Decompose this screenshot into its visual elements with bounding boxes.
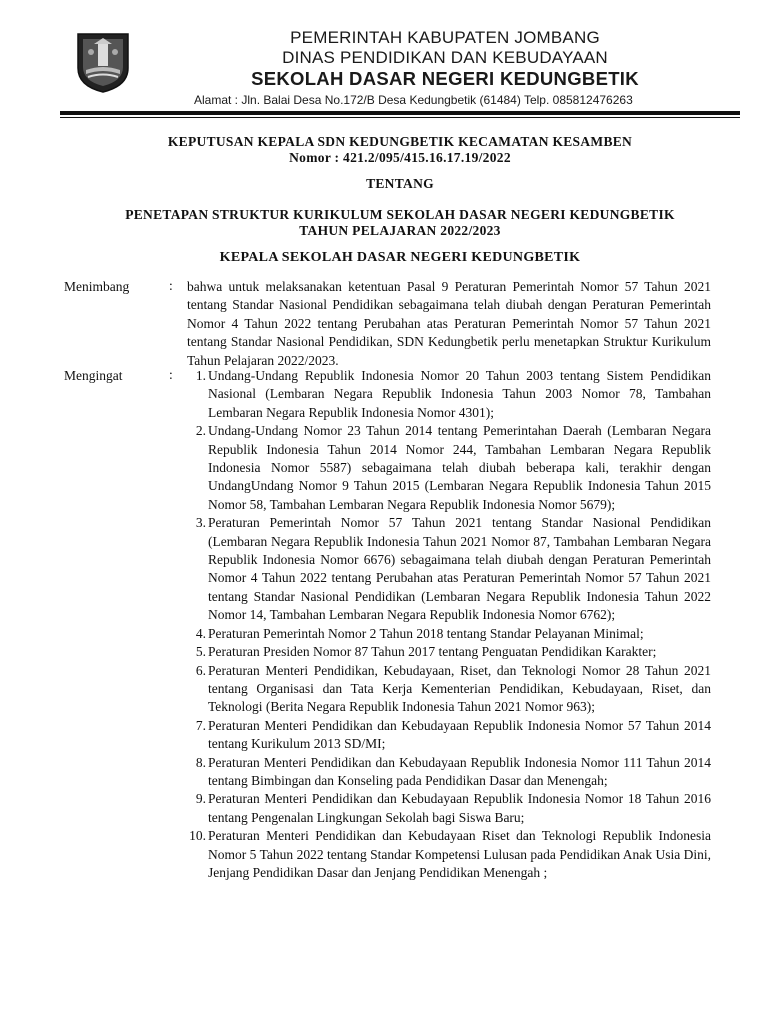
list-item xyxy=(180,717,711,754)
decree-title: KEPUTUSAN KEPALA SDN KEDUNGBETIK KECAMATAN KESAMBEN xyxy=(167,134,633,149)
list-item-text: Peraturan Menteri Pendidikan dan Kebudayaan Republik Indonesia Nomor 18 Tahun 2016 tentang Pengenalan Lingkungan Sekolah bagi Siswa Baru; xyxy=(208,791,711,825)
list-item xyxy=(180,514,711,624)
mengingat-label: Mengingat xyxy=(64,368,123,383)
list-item-text: Peraturan Pemerintah Nomor 57 Tahun 2021 tentang Standar Nasional Pendidikan (Lembaran Negara Republik Indonesia Tahun 2021 Nomor 87, Tambahan Lembaran Negara Republik Indonesia Nomor 6676) sebagaimana telah diubah dengan Peraturan Pemerintah Nomor 4 Tahun 2022 tentang Perubahan atas Peraturan Pemerintah Nomor 57 Tahun 2021 tentang Standar Nasional Pendidikan (Lembaran Negara Republik Indonesia Tahun 2022 Nomor 14, Tambahan Lembaran Negara Republik Indonesia Nomor 6762); xyxy=(208,515,711,623)
list-item-text: Peraturan Menteri Pendidikan dan Kebudayaan Republik Indonesia Nomor 111 Tahun 2014 tentang Bimbingan dan Konseling pada Pendidikan Dasar dan Menengah; xyxy=(208,754,711,788)
list-item-number: 3. xyxy=(195,515,206,531)
list-item-number: 8. xyxy=(195,754,206,770)
letterhead xyxy=(0,0,768,120)
list-item-number: 9. xyxy=(195,791,206,807)
decree-subject xyxy=(60,207,740,239)
government-name: PEMERINTAH KABUPATEN JOMBANG xyxy=(290,28,600,47)
mengingat-colon: : xyxy=(169,367,173,382)
list-item-number: 1. xyxy=(195,368,206,383)
decree-number: Nomor : 421.2/095/415.16.17.19/2022 xyxy=(289,150,511,165)
school-address: Alamat : Jln. Balai Desa No.172/B Desa Kedungbetik (61484) Telp. 085812476263 xyxy=(194,93,633,107)
subject-line-2: TAHUN PELAJARAN 2022/2023 xyxy=(299,223,501,238)
list-item-text: Peraturan Menteri Pendidikan, Kebudayaan, Riset, dan Teknologi Nomor 28 Tahun 2021 tentang Organisasi dan Tata Kerja Kementerian Pendidikan, Kebudayaan, Riset, dan Teknologi (Berita Negara Republik Indonesia Tahun 2021 Nomor 963); xyxy=(208,662,711,715)
regency-crest-icon xyxy=(74,30,132,94)
list-item xyxy=(180,422,711,514)
school-name: SEKOLAH DASAR NEGERI KEDUNGBETIK xyxy=(251,68,639,89)
list-item xyxy=(180,625,711,643)
list-item xyxy=(180,827,711,882)
list-item xyxy=(180,790,711,827)
list-item-text: Peraturan Menteri Pendidikan dan Kebudayaan Riset dan Teknologi Republik Indonesia Nomor 5 Tahun 2022 tentang Standar Kompetensi Lulusan pada Pendidikan Anak Usia Dini, Jenjang Pendidikan Dasar dan Jenjang Pendidikan Menengah ; xyxy=(208,828,711,880)
list-item xyxy=(180,643,711,661)
department-name: DINAS PENDIDIKAN DAN KEBUDAYAAN xyxy=(282,48,608,67)
letterhead-divider-thin xyxy=(60,117,740,118)
mengingat-list xyxy=(180,367,711,882)
list-item-number: 2. xyxy=(195,423,206,439)
letterhead-text xyxy=(150,28,740,108)
subject-line-1: PENETAPAN STRUKTUR KURIKULUM SEKOLAH DASAR NEGERI KEDUNGBETIK xyxy=(125,207,675,222)
list-item-number: 7. xyxy=(195,717,206,733)
issuing-authority: KEPALA SEKOLAH DASAR NEGERI KEDUNGBETIK xyxy=(219,250,581,265)
list-item-text: Peraturan Presiden Nomor 87 Tahun 2017 tentang Penguatan Pendidikan Karakter; xyxy=(208,644,657,660)
decree-heading xyxy=(60,134,740,166)
menimbang-colon: : xyxy=(169,278,173,293)
list-item-text: Undang-Undang Republik Indonesia Nomor 20 Tahun 2003 tentang Sistem Pendidikan Nasional (Lembaran Negara Republik Indonesia Tahun 2003 Nomor 78, Tambahan Lembaran Negara Republik Indonesia Nomor 4301); xyxy=(208,368,711,420)
list-item-text: Undang-Undang Nomor 23 Tahun 2014 tentang Pemerintahan Daerah (Lembaran Negara Republik Indonesia Tahun 2014 Nomor 244, Tambahan Lembaran Negara Republik Indonesia Nomor 5587) sebagaimana telah diubah beberapa kali, terakhir dengan UndangUndang Nomor 9 Tahun 2015 (Lembaran Negara Republik Indonesia Tahun 2015 Nomor 58, Tambahan Lembaran Negara Republik Indonesia Nomor 5679); xyxy=(208,423,711,512)
list-item-number: 6. xyxy=(195,662,206,678)
list-item-number: 5. xyxy=(195,644,206,660)
menimbang-text: bahwa untuk melaksanakan ketentuan Pasal 9 Peraturan Pemerintah Nomor 57 Tahun 2021 tentang Standar Nasional Pendidikan sebagaimana telah diubah dengan Peraturan Pemerintah Nomor 4 Tahun 2022 tentang Perubahan atas Peraturan Pemerintah Nomor 57 Tahun 2021 tentang Standar Nasional Pendidikan, SDN Kedungbetik perlu menetapkan Struktur Kurikulum Tahun Pelajaran 2022/2023. xyxy=(187,279,711,368)
list-item-number: 10. xyxy=(189,828,206,844)
list-item-text: Peraturan Pemerintah Nomor 2 Tahun 2018 tentang Standar Pelayanan Minimal; xyxy=(208,625,644,641)
list-item xyxy=(180,754,711,791)
list-item xyxy=(180,367,711,422)
letterhead-divider-thick xyxy=(60,111,740,115)
menimbang-label: Menimbang xyxy=(64,279,130,294)
list-item-text: Peraturan Menteri Pendidikan dan Kebudayaan Republik Indonesia Nomor 57 Tahun 2014 tentang Kurikulum 2013 SD/MI; xyxy=(208,717,711,752)
tentang-heading: TENTANG xyxy=(366,176,434,191)
list-item xyxy=(180,662,711,717)
list-item-number: 4. xyxy=(195,625,206,641)
